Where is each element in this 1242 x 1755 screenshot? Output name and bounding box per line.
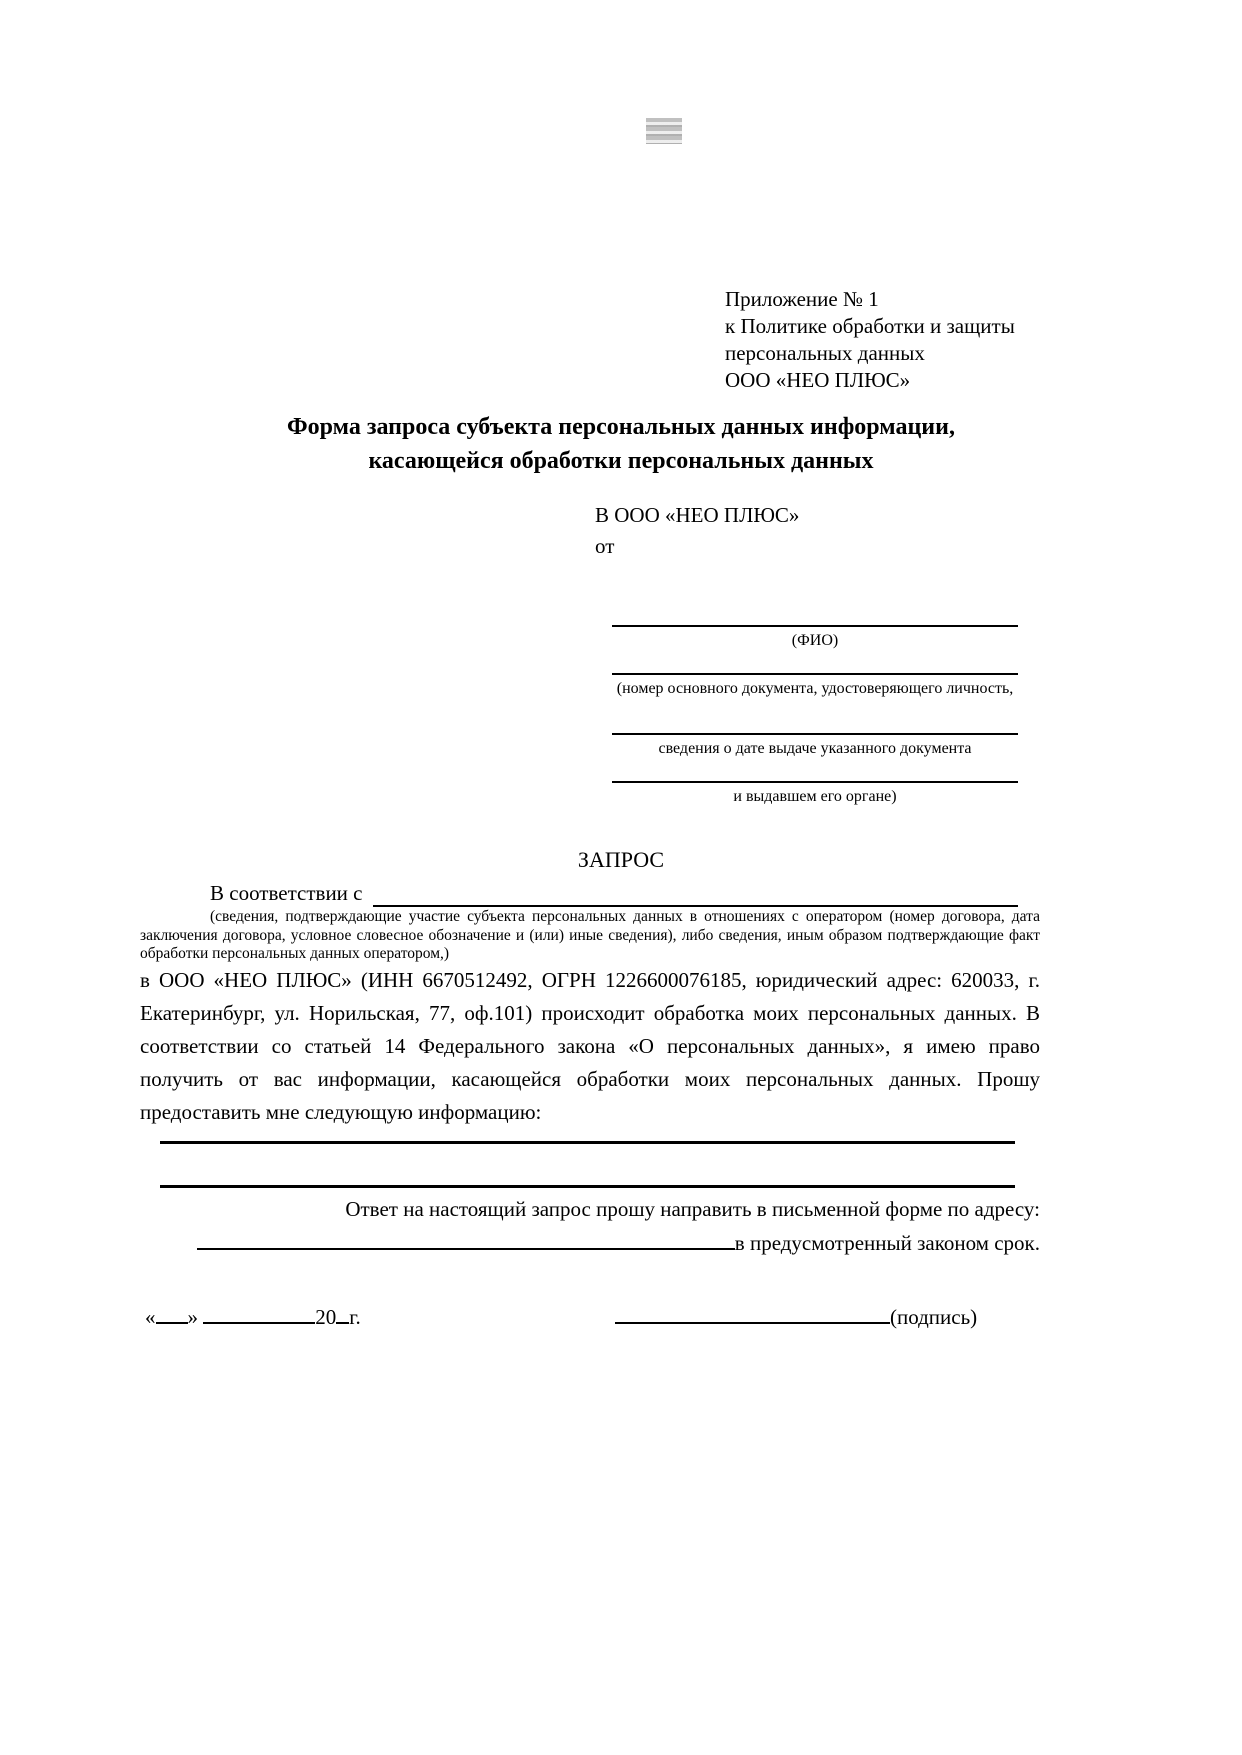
fio-field bbox=[612, 625, 1018, 650]
date-year-suffix: г. bbox=[349, 1305, 361, 1329]
date-year-prefix: 20 bbox=[315, 1305, 337, 1329]
addressee-to: В ООО «НЕО ПЛЮС» bbox=[595, 503, 800, 527]
request-intro bbox=[140, 880, 1018, 907]
reply-block bbox=[140, 1192, 1040, 1260]
information-blank-line-2 bbox=[160, 1185, 1015, 1188]
signature-blank-line bbox=[615, 1306, 890, 1324]
addressee-from: от bbox=[595, 534, 615, 558]
date-month-blank bbox=[203, 1306, 315, 1324]
date-line bbox=[145, 1305, 361, 1330]
fio-caption: (ФИО) bbox=[791, 632, 839, 649]
annex-line: Приложение № 1 bbox=[725, 287, 879, 311]
reply-address-text: Ответ на настоящий запрос прошу направить в письменной форме по адресу: bbox=[345, 1197, 1040, 1221]
date-open-quote: « bbox=[145, 1305, 156, 1329]
blurred-logo-image bbox=[646, 118, 682, 144]
annex-header bbox=[725, 286, 1015, 394]
reply-deadline-line bbox=[140, 1226, 1040, 1260]
request-intro-footnote: (сведения, подтверждающие участие субъекта персональных данных в отношениях с оператором (номер договора, дата заключения договора, условное словесное обозначение и (или) иные сведения), либо сведения, иным образом подтверждающие факт обработки персональных данных оператором,) bbox=[140, 908, 1040, 962]
form-title bbox=[0, 410, 1242, 478]
document-number-field bbox=[612, 673, 1018, 698]
annex-line: к Политике обработки и защиты bbox=[725, 314, 1015, 338]
fio-blank-line bbox=[612, 625, 1018, 627]
request-intro-text: В соответствии с bbox=[210, 881, 363, 905]
annex-line: ООО «НЕО ПЛЮС» bbox=[725, 368, 911, 392]
information-blank-line-1 bbox=[160, 1141, 1015, 1144]
annex-line: персональных данных bbox=[725, 341, 925, 365]
date-day-blank bbox=[156, 1306, 188, 1324]
issuing-authority-field bbox=[612, 781, 1018, 806]
signature-line bbox=[615, 1305, 977, 1330]
reply-address-blank-line bbox=[197, 1230, 735, 1250]
document-number-caption: (номер основного документа, удостоверяющего личность, bbox=[616, 680, 1014, 697]
date-close-quote: » bbox=[187, 1305, 198, 1329]
issue-date-caption: сведения о дате выдаче указанного документа bbox=[658, 740, 972, 757]
request-intro-blank-line bbox=[373, 883, 1019, 907]
issue-date-blank-line bbox=[612, 733, 1018, 735]
form-title-line-2: касающейся обработки персональных данных bbox=[368, 448, 874, 474]
request-body-paragraph: в ООО «НЕО ПЛЮС» (ИНН 6670512492, ОГРН 1226600076185, юридический адрес: 620033, г. Екатеринбург, ул. Норильская, 77, оф.101) происходит обработка моих персональных данных. В соответствии со статьей 14 Федерального закона «О персональных данных», я имею право получить от вас информации, касающейся обработки моих персональных данных. Прошу предоставить мне следующую информацию: bbox=[140, 968, 1040, 1124]
issue-date-field bbox=[612, 733, 1018, 758]
issuing-authority-caption: и выдавшем его органе) bbox=[733, 788, 897, 805]
request-heading: ЗАПРОС bbox=[577, 847, 665, 872]
document-number-blank-line bbox=[612, 673, 1018, 675]
issuing-authority-blank-line bbox=[612, 781, 1018, 783]
signature-caption: (подпись) bbox=[890, 1305, 978, 1329]
date-year-blank bbox=[336, 1306, 349, 1324]
reply-deadline-text: в предусмотренный законом срок. bbox=[734, 1231, 1040, 1255]
form-title-line-1: Форма запроса субъекта персональных данных информации, bbox=[287, 414, 955, 440]
addressee-block bbox=[595, 500, 799, 562]
